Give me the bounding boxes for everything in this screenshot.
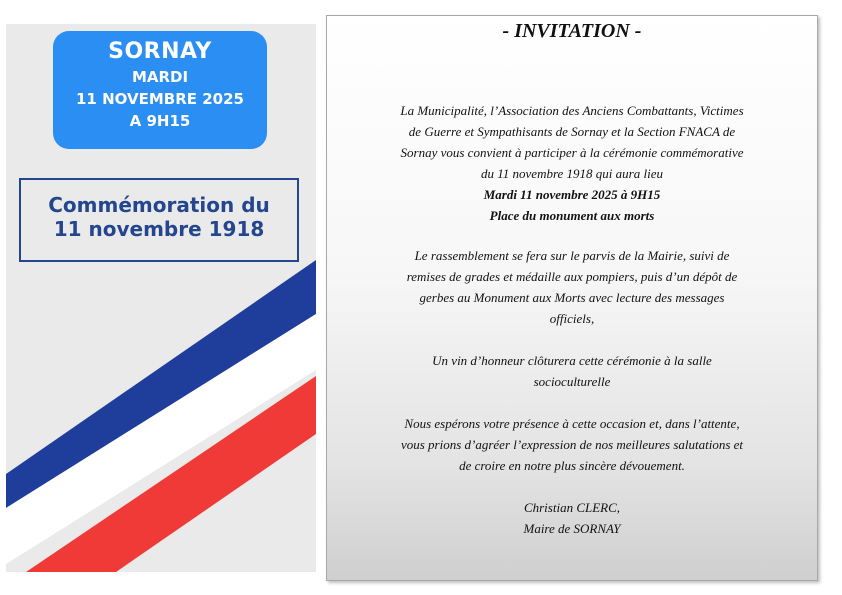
- program-line: officiels,: [549, 311, 595, 326]
- intro-line: du 11 novembre 1918 qui aura lieu: [481, 166, 663, 181]
- invitation-heading: - INVITATION -: [502, 20, 642, 42]
- event-date-box: [53, 31, 267, 149]
- event-when: Mardi 11 novembre 2025 à 9H15: [483, 187, 661, 202]
- invitation-letter: [326, 15, 818, 581]
- reception-line: socioculturelle: [533, 374, 611, 389]
- intro-line: La Municipalité, l’Association des Anciens Combattants, Victimes: [400, 103, 744, 118]
- invitation-reception: [377, 350, 767, 392]
- closing-line: vous prions d’agréer l’expression de nos meilleures salutations et: [400, 437, 744, 452]
- reception-line: Un vin d’honneur clôturera cette cérémonie à la salle: [432, 353, 712, 368]
- signature-title: Maire de SORNAY: [523, 521, 621, 536]
- poster-day: MARDI: [131, 68, 189, 86]
- poster-title-box: [19, 178, 299, 262]
- closing-line: Nous espérons votre présence à cette occasion et, dans l’attente,: [404, 416, 740, 431]
- signature-name: Christian CLERC,: [523, 500, 621, 515]
- poster-title-line2: 11 novembre 1918: [53, 217, 265, 241]
- invitation-signature: [377, 497, 767, 539]
- program-line: Le rassemblement se fera sur le parvis de la Mairie, suivi de: [414, 248, 730, 263]
- invitation-intro: [377, 100, 767, 226]
- poster-town: SORNAY: [108, 39, 212, 64]
- invitation-closing: [377, 413, 767, 476]
- invitation-program: [377, 245, 767, 329]
- event-where: Place du monument aux morts: [489, 208, 655, 223]
- intro-line: Sornay vous convient à participer à la cérémonie commémorative: [400, 145, 744, 160]
- program-line: remises de grades et médaille aux pompiers, puis d’un dépôt de: [406, 269, 738, 284]
- commemoration-poster: [6, 24, 316, 572]
- intro-line: de Guerre et Sympathisants de Sornay et la Section FNACA de: [408, 124, 736, 139]
- poster-date: 11 NOVEMBRE 2025: [76, 90, 244, 108]
- poster-time: A 9H15: [129, 112, 191, 130]
- closing-line: de croire en notre plus sincère dévouement.: [459, 458, 685, 473]
- poster-title-line1: Commémoration du: [48, 193, 270, 217]
- program-line: gerbes au Monument aux Morts avec lecture des messages: [419, 290, 725, 305]
